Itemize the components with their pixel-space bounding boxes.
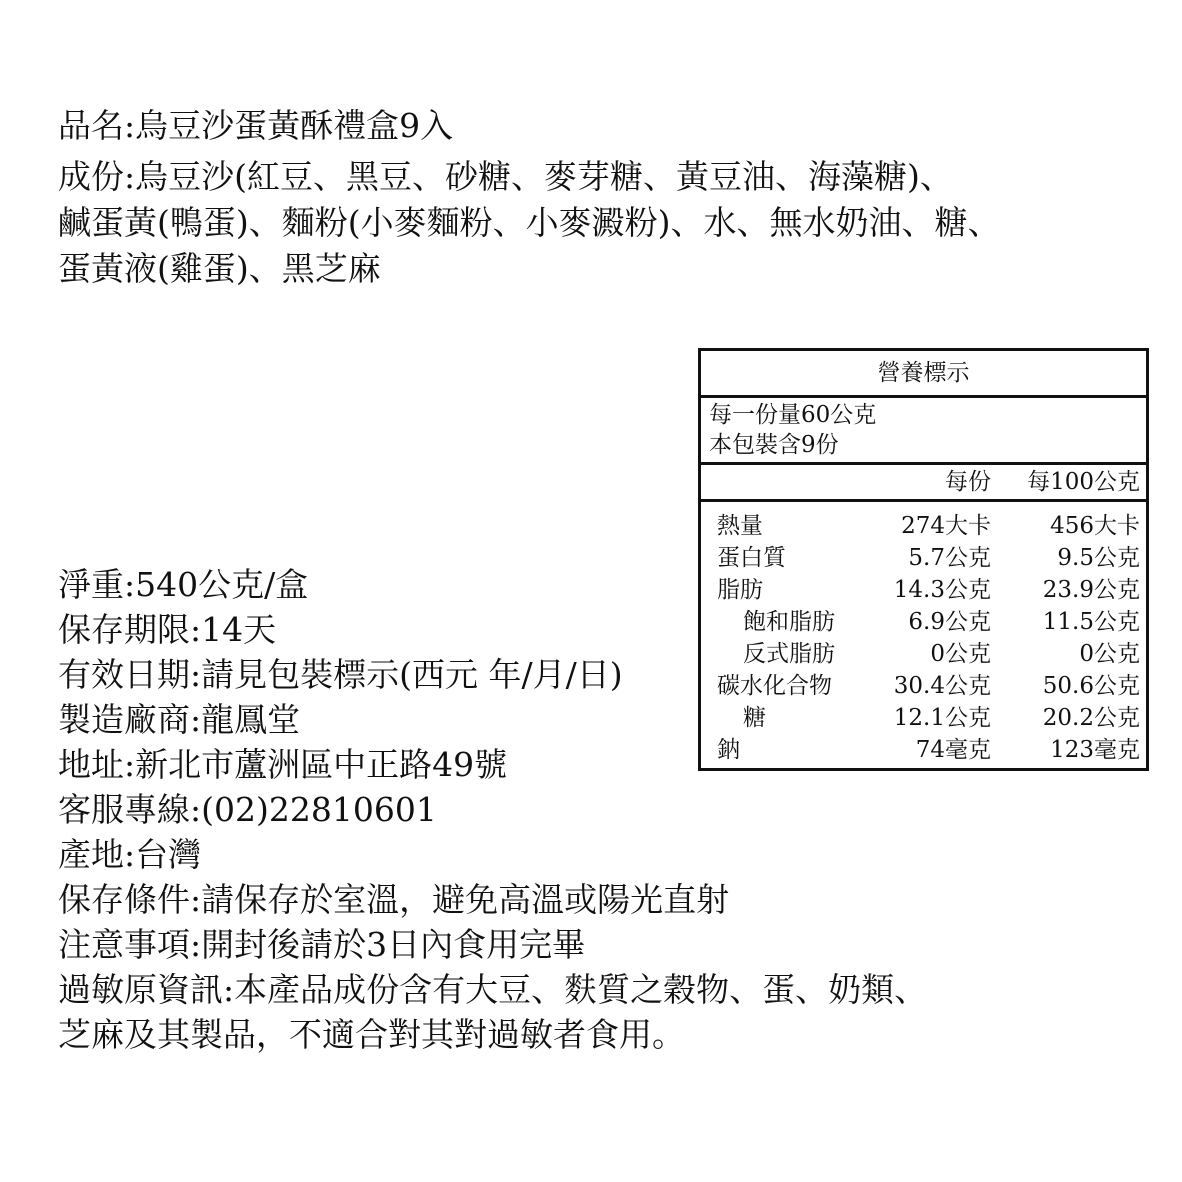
per-100g-value: 123毫克 bbox=[1050, 737, 1140, 763]
nutrition-column-headers bbox=[701, 465, 1146, 502]
address: 地址:新北市蘆洲區中正路49號 bbox=[58, 745, 508, 784]
nutrient-label: 鈉 bbox=[717, 737, 740, 763]
nutrition-row-fat bbox=[701, 574, 1146, 606]
notice: 注意事項:開封後請於3日內食用完畢 bbox=[58, 925, 586, 964]
per-serving-value: 14.3公克 bbox=[893, 577, 991, 603]
per-100g-value: 0公克 bbox=[1079, 641, 1140, 667]
column-per-100g: 每100公克 bbox=[1027, 469, 1140, 495]
serving-info bbox=[701, 398, 1146, 465]
per-100g-value: 23.9公克 bbox=[1042, 577, 1140, 603]
nutrition-row-saturated-fat bbox=[701, 606, 1146, 638]
nutrient-label: 碳水化合物 bbox=[717, 673, 832, 699]
servings-per-pack: 本包裝含9份 bbox=[709, 432, 839, 458]
nutrition-row-carbohydrate bbox=[701, 670, 1146, 702]
nutrient-label: 脂肪 bbox=[717, 577, 763, 603]
per-serving-value: 0公克 bbox=[930, 641, 991, 667]
ingredients-line-2: 鹹蛋黃(鴨蛋)、麵粉(小麥麵粉、小麥澱粉)、水、無水奶油、糖、 bbox=[58, 203, 1001, 242]
nutrient-label: 糖 bbox=[743, 705, 766, 731]
per-serving-value: 5.7公克 bbox=[908, 545, 991, 571]
column-per-serving: 每份 bbox=[945, 469, 991, 495]
storage-conditions: 保存條件:請保存於室溫，避免高溫或陽光直射 bbox=[58, 880, 730, 919]
per-100g-value: 50.6公克 bbox=[1042, 673, 1140, 699]
nutrient-label: 蛋白質 bbox=[717, 545, 786, 571]
serving-size: 每一份量60公克 bbox=[709, 402, 877, 428]
nutrition-title: 營養標示 bbox=[701, 351, 1146, 398]
expiry-date: 有效日期:請見包裝標示(西元 年/月/日) bbox=[58, 655, 623, 694]
nutrition-row-sugar bbox=[701, 702, 1146, 734]
per-serving-value: 12.1公克 bbox=[893, 705, 991, 731]
per-100g-value: 9.5公克 bbox=[1057, 545, 1140, 571]
ingredients-line-1: 成份:烏豆沙(紅豆、黑豆、砂糖、麥芽糖、黃豆油、海藻糖)、 bbox=[58, 157, 953, 196]
product-name: 品名:烏豆沙蛋黃酥禮盒9入 bbox=[58, 106, 454, 145]
per-serving-value: 6.9公克 bbox=[908, 609, 991, 635]
nutrient-label: 飽和脂肪 bbox=[743, 609, 835, 635]
nutrient-label: 熱量 bbox=[717, 513, 763, 539]
per-100g-value: 11.5公克 bbox=[1042, 609, 1140, 635]
net-weight: 淨重:540公克/盒 bbox=[58, 565, 309, 604]
shelf-life: 保存期限:14天 bbox=[58, 610, 277, 649]
service-hotline: 客服專線:(02)22810601 bbox=[58, 790, 437, 829]
nutrient-label: 反式脂肪 bbox=[743, 641, 835, 667]
nutrition-row-energy bbox=[701, 510, 1146, 542]
per-serving-value: 30.4公克 bbox=[893, 673, 991, 699]
allergen-line-2: 芝麻及其製品，不適合對其對過敏者食用。 bbox=[58, 1015, 685, 1054]
nutrition-facts-table bbox=[698, 348, 1149, 771]
per-serving-value: 74毫克 bbox=[915, 737, 991, 763]
allergen-line-1: 過敏原資訊:本產品成份含有大豆、麩質之穀物、蛋、奶類、 bbox=[58, 970, 928, 1009]
per-100g-value: 20.2公克 bbox=[1042, 705, 1140, 731]
manufacturer: 製造廠商:龍鳳堂 bbox=[58, 700, 301, 739]
nutrition-row-sodium bbox=[701, 734, 1146, 766]
ingredients-line-3: 蛋黃液(雞蛋)、黑芝麻 bbox=[58, 249, 381, 288]
nutrition-row-protein bbox=[701, 542, 1146, 574]
per-100g-value: 456大卡 bbox=[1050, 513, 1140, 539]
nutrition-row-trans-fat bbox=[701, 638, 1146, 670]
origin: 產地:台灣 bbox=[58, 835, 202, 874]
nutrition-rows bbox=[701, 502, 1146, 766]
per-serving-value: 274大卡 bbox=[901, 513, 991, 539]
